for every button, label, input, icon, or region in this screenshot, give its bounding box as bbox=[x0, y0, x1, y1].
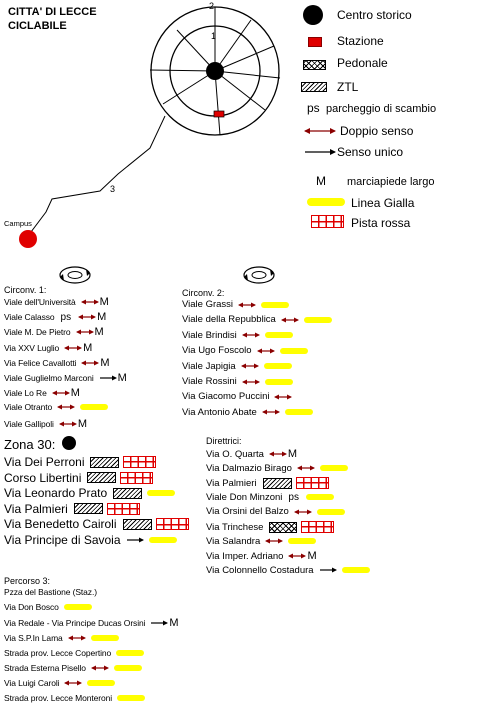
street-name: Via Ugo Foscolo bbox=[182, 345, 252, 357]
zona30-item bbox=[4, 455, 156, 469]
street-name: Viale Japigia bbox=[182, 360, 236, 372]
linea-gialla-icon bbox=[304, 317, 332, 323]
circonv1-item bbox=[4, 387, 80, 399]
circonv1-item bbox=[4, 296, 109, 308]
doppio-senso-icon bbox=[64, 679, 82, 687]
street-name: Strada prov. Lecce Copertino bbox=[4, 647, 112, 658]
linea-gialla-icon bbox=[80, 404, 108, 410]
doppio-senso-icon bbox=[78, 313, 96, 321]
linea-gialla-icon bbox=[116, 650, 144, 656]
legend-label-stazione: Stazione bbox=[337, 34, 384, 48]
linea-gialla-icon bbox=[87, 680, 115, 686]
linea-gialla-icon bbox=[149, 537, 177, 543]
zona30-title: Zona 30: bbox=[4, 437, 56, 452]
street-name: Via Colonnello Costadura bbox=[206, 564, 314, 576]
doppio-senso-icon bbox=[303, 126, 337, 136]
street-name: Via Palmieri bbox=[4, 501, 68, 516]
street-name: Via Luigi Caroli bbox=[4, 678, 60, 689]
street-name: Viale Rossini bbox=[182, 376, 237, 387]
zona30-item bbox=[4, 517, 189, 531]
circonv2-item bbox=[182, 345, 308, 356]
ztl-icon bbox=[87, 472, 116, 483]
linea-gialla-icon bbox=[264, 363, 292, 369]
pista-rossa-icon bbox=[296, 477, 329, 489]
street-name: Viale Lo Re bbox=[4, 388, 47, 399]
marciapiede-icon: M bbox=[94, 326, 104, 339]
doppio-senso-icon bbox=[294, 508, 312, 516]
street-name: Viale della Repubblica bbox=[182, 314, 276, 326]
doppio-senso-icon bbox=[81, 298, 99, 306]
direttrici-item bbox=[206, 448, 297, 460]
percorso3-item bbox=[4, 617, 179, 629]
ps-icon: ps bbox=[60, 311, 72, 323]
doppio-senso-icon bbox=[262, 408, 280, 416]
campus-label: Campus bbox=[4, 219, 32, 228]
linea-gialla-icon bbox=[317, 509, 345, 515]
doppio-senso-icon bbox=[297, 464, 315, 472]
legend-label-linea-gialla: Linea Gialla bbox=[351, 196, 415, 210]
circonv1-item bbox=[4, 326, 104, 338]
zona30-item bbox=[4, 502, 140, 516]
percorso3-item bbox=[4, 648, 144, 658]
stazione-marker bbox=[214, 111, 224, 117]
pista-rossa-icon bbox=[156, 518, 189, 530]
pista-rossa-icon bbox=[301, 521, 334, 533]
marciapiede-icon: M bbox=[97, 311, 107, 324]
senso-unico-icon bbox=[126, 536, 144, 544]
zona30-item bbox=[4, 486, 175, 500]
circonv1-item bbox=[4, 402, 108, 412]
senso-unico-icon bbox=[319, 566, 337, 574]
ring-map bbox=[0, 0, 300, 260]
ps-icon: ps bbox=[288, 491, 299, 503]
circonv2-item bbox=[182, 299, 289, 310]
doppio-senso-icon bbox=[68, 634, 86, 642]
senso-unico-icon bbox=[99, 374, 117, 382]
street-name: Viale Guglielmo Marconi bbox=[4, 373, 94, 383]
ztl-icon bbox=[263, 478, 292, 489]
stazione-icon bbox=[308, 37, 322, 47]
street-name: Viale Grassi bbox=[182, 299, 234, 310]
linea-gialla-icon bbox=[306, 494, 334, 500]
ztl-icon bbox=[90, 457, 119, 468]
street-name: Strada prov. Lecce Monteroni bbox=[4, 693, 113, 703]
doppio-senso-icon bbox=[242, 378, 260, 386]
direttrici-title: Direttrici: bbox=[206, 436, 242, 446]
ring-label-1: 1 bbox=[211, 31, 217, 41]
circonv1-title: Circonv. 1: bbox=[4, 285, 47, 295]
doppio-senso-icon bbox=[288, 552, 306, 560]
marciapiede-icon: M bbox=[77, 417, 88, 430]
roundabout-icon-2 bbox=[241, 264, 279, 286]
doppio-senso-icon bbox=[281, 316, 299, 324]
street-name: Via Redale - Via Principe Ducas Orsini bbox=[4, 618, 146, 629]
legend-label-ztl: ZTL bbox=[337, 80, 359, 94]
street-name: Via Dalmazio Birago bbox=[206, 462, 292, 474]
ring-label-2: 2 bbox=[209, 1, 215, 11]
marciapiede-icon: M bbox=[83, 341, 93, 354]
street-name: Pzza del Bastione (Staz.) bbox=[4, 587, 97, 597]
legend-label-centro-storico: Centro storico bbox=[337, 8, 412, 22]
direttrici-item bbox=[206, 477, 329, 489]
street-name: Viale M. De Pietro bbox=[4, 327, 71, 338]
campus-marker bbox=[19, 230, 37, 248]
direttrici-item bbox=[206, 550, 317, 562]
marciapiede-icon: M bbox=[100, 356, 110, 369]
linea-gialla-icon bbox=[280, 348, 308, 354]
ztl-icon bbox=[123, 519, 152, 530]
centro-storico-marker bbox=[206, 62, 224, 80]
direttrici-item bbox=[206, 536, 316, 547]
roundabout-icon-1 bbox=[57, 264, 95, 286]
marciapiede-icon: M bbox=[70, 387, 80, 400]
legend-label-pista-rossa: Pista rossa bbox=[351, 216, 411, 230]
direttrici-item bbox=[206, 565, 370, 576]
doppio-senso-icon bbox=[59, 420, 77, 428]
ztl-icon bbox=[301, 82, 327, 92]
street-name: Viale Calasso bbox=[4, 312, 55, 323]
linea-gialla-icon bbox=[285, 409, 313, 415]
linea-gialla-icon bbox=[114, 665, 142, 671]
street-name: Via Orsini del Balzo bbox=[206, 506, 289, 518]
percorso-3-route bbox=[28, 116, 165, 240]
street-name: Corso Libertini bbox=[4, 470, 82, 485]
percorso3-item bbox=[4, 633, 119, 643]
street-name: Via Don Bosco bbox=[4, 602, 59, 613]
doppio-senso-icon bbox=[269, 450, 287, 458]
street-name: Via Principe di Savoia bbox=[4, 533, 121, 547]
zona30-marker-icon bbox=[62, 436, 76, 450]
linea-gialla-icon bbox=[91, 635, 119, 641]
ztl-icon bbox=[74, 503, 103, 514]
street-name: Strada Esterna Pisello bbox=[4, 663, 86, 673]
doppio-senso-icon bbox=[274, 393, 292, 401]
street-name: Via Trinchese bbox=[206, 521, 264, 533]
direttrici-item bbox=[206, 463, 348, 474]
pista-rossa-icon bbox=[311, 215, 344, 228]
doppio-senso-icon bbox=[257, 347, 275, 355]
marciapiede-icon: M bbox=[117, 372, 127, 384]
linea-gialla-icon bbox=[147, 490, 175, 496]
doppio-senso-icon bbox=[81, 359, 99, 367]
map-title-line2: CICLABILE bbox=[8, 20, 67, 32]
street-name: Via Giacomo Puccini bbox=[182, 391, 270, 403]
percorso3-item bbox=[4, 693, 145, 703]
percorso3-title: Percorso 3: bbox=[4, 576, 51, 586]
doppio-senso-icon bbox=[76, 328, 94, 336]
doppio-senso-icon bbox=[64, 344, 82, 352]
linea-gialla-icon bbox=[288, 538, 316, 544]
street-name: Via Imper. Adriano bbox=[206, 550, 284, 562]
linea-gialla-icon bbox=[261, 302, 289, 308]
circonv2-item bbox=[182, 330, 293, 341]
street-name: Viale Brindisi bbox=[182, 329, 237, 341]
linea-gialla-icon bbox=[320, 465, 348, 471]
centro-storico-icon bbox=[303, 5, 323, 25]
zona30-item bbox=[4, 533, 177, 547]
street-name: Via Leonardo Prato bbox=[4, 486, 108, 501]
circonv1-item bbox=[4, 311, 106, 323]
street-name: Via Salandra bbox=[206, 535, 261, 547]
doppio-senso-icon bbox=[241, 362, 259, 370]
marciapiede-icon: M bbox=[307, 550, 317, 563]
doppio-senso-icon bbox=[242, 331, 260, 339]
street-name: Via Palmieri bbox=[206, 477, 257, 489]
ztl-icon bbox=[113, 488, 142, 499]
doppio-senso-icon bbox=[265, 537, 283, 545]
street-name: Via S.P.In Lama bbox=[4, 632, 63, 643]
street-name: Viale dell'Università bbox=[4, 297, 76, 307]
direttrici-item bbox=[206, 492, 334, 503]
ring-label-3: 3 bbox=[110, 184, 116, 194]
pedonale-icon bbox=[269, 522, 297, 533]
street-name: Via Antonio Abate bbox=[182, 406, 257, 418]
circonv1-item bbox=[4, 342, 92, 354]
circonv1-item bbox=[4, 372, 127, 384]
pista-rossa-icon bbox=[123, 456, 156, 468]
percorso3-item bbox=[4, 602, 92, 612]
circonv2-item bbox=[182, 361, 292, 372]
street-name: Via Felice Cavallotti bbox=[4, 357, 77, 368]
marciapiede-icon: M bbox=[287, 448, 298, 460]
linea-gialla-icon bbox=[265, 332, 293, 338]
legend-label-doppio-senso: Doppio senso bbox=[340, 124, 414, 138]
percorso3-item bbox=[4, 663, 142, 673]
legend-label-ps: parcheggio di scambio bbox=[326, 103, 437, 115]
map-title-line1: CITTA' DI LECCE bbox=[8, 6, 97, 18]
doppio-senso-icon bbox=[91, 664, 109, 672]
percorso3-item bbox=[4, 587, 97, 597]
circonv2-item bbox=[182, 376, 293, 387]
circonv1-item bbox=[4, 357, 110, 369]
street-name: Via Benedetto Cairoli bbox=[4, 517, 117, 532]
direttrici-item bbox=[206, 521, 334, 533]
street-name: Viale Don Minzoni bbox=[206, 491, 283, 503]
senso-unico-icon bbox=[303, 147, 337, 157]
legend-label-pedonale: Pedonale bbox=[337, 56, 388, 70]
linea-gialla-icon bbox=[342, 567, 370, 573]
pista-rossa-icon bbox=[107, 503, 140, 515]
linea-gialla-icon bbox=[265, 379, 293, 385]
street-name: Viale Gallipoli bbox=[4, 418, 54, 429]
circonv2-title: Circonv. 2: bbox=[182, 288, 225, 298]
senso-unico-icon bbox=[150, 619, 168, 627]
circonv2-item bbox=[182, 314, 332, 325]
circonv2-item bbox=[182, 391, 292, 402]
street-name: Via XXV Luglio bbox=[4, 342, 60, 353]
direttrici-item bbox=[206, 506, 345, 517]
percorso3-item bbox=[4, 678, 115, 688]
street-name: Via O. Quarta bbox=[206, 448, 264, 460]
doppio-senso-icon bbox=[238, 301, 256, 309]
doppio-senso-icon bbox=[57, 403, 75, 411]
ps-icon: ps bbox=[307, 101, 320, 115]
circonv1-item bbox=[4, 418, 87, 430]
doppio-senso-icon bbox=[52, 389, 70, 397]
street-name: Viale Otranto bbox=[4, 402, 53, 413]
circonv2-item bbox=[182, 407, 313, 418]
legend-label-senso-unico: Senso unico bbox=[337, 145, 404, 159]
street-name: Via Dei Perroni bbox=[4, 455, 85, 469]
linea-gialla-icon bbox=[117, 695, 145, 701]
marciapiede-icon: M bbox=[169, 617, 179, 630]
zona30-item bbox=[4, 471, 153, 485]
marciapiede-icon: M bbox=[99, 296, 109, 308]
pedonale-icon bbox=[303, 60, 326, 70]
linea-gialla-icon bbox=[307, 198, 345, 206]
pista-rossa-icon bbox=[120, 472, 153, 484]
linea-gialla-icon bbox=[64, 604, 92, 610]
legend-label-marciapiede: marciapiede largo bbox=[347, 176, 435, 188]
marciapiede-icon: M bbox=[316, 174, 326, 188]
